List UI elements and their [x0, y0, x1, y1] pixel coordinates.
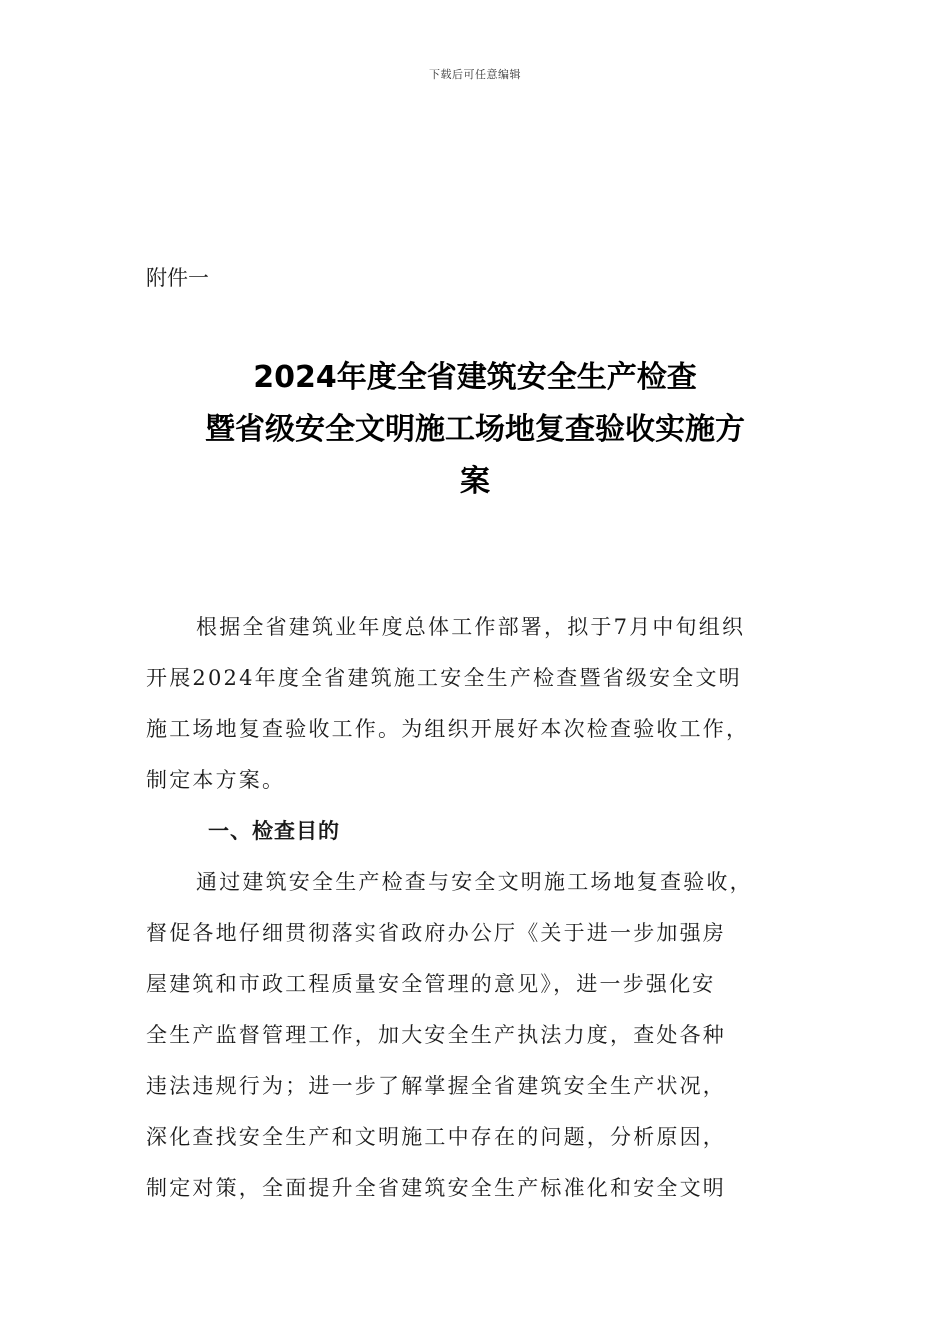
title-line-2: 暨省级安全文明施工场地复查验收实施方 [205, 412, 745, 447]
intro-line: 施工场地复查验收工作。为组织开展好本次检查验收工作， [146, 717, 750, 741]
document-body [146, 602, 818, 1214]
intro-line: 制定本方案。 [146, 768, 286, 792]
section-heading-purpose: 一、检查目的 [208, 819, 340, 843]
page-header-note: 下载后可任意编辑 [429, 68, 521, 81]
section-line: 通过建筑安全生产检查与安全文明施工场地复查验收， [196, 870, 753, 894]
title-line-1: 2024年度全省建筑安全生产检查 [253, 360, 697, 395]
section-line: 屋建筑和市政工程质量安全管理的意见》，进一步强化安 [146, 972, 716, 996]
attachment-label: 附件一 [146, 266, 209, 290]
intro-line: 开展2024年度全省建筑施工安全生产检查暨省级安全文明 [146, 666, 742, 690]
section-line: 制定对策，全面提升全省建筑安全生产标准化和安全文明 [146, 1176, 726, 1200]
title-line-3: 案 [460, 464, 490, 499]
intro-line: 根据全省建筑业年度总体工作部署，拟于7月中旬组织 [196, 615, 746, 639]
document-title [0, 352, 950, 508]
section-line: 督促各地仔细贯彻落实省政府办公厅《关于进一步加强房 [146, 921, 726, 945]
section-line: 全生产监督管理工作，加大安全生产执法力度，查处各种 [146, 1023, 726, 1047]
section-line: 深化查找安全生产和文明施工中存在的问题，分析原因， [146, 1125, 726, 1149]
section-line: 违法违规行为；进一步了解掌握全省建筑安全生产状况， [146, 1074, 726, 1098]
